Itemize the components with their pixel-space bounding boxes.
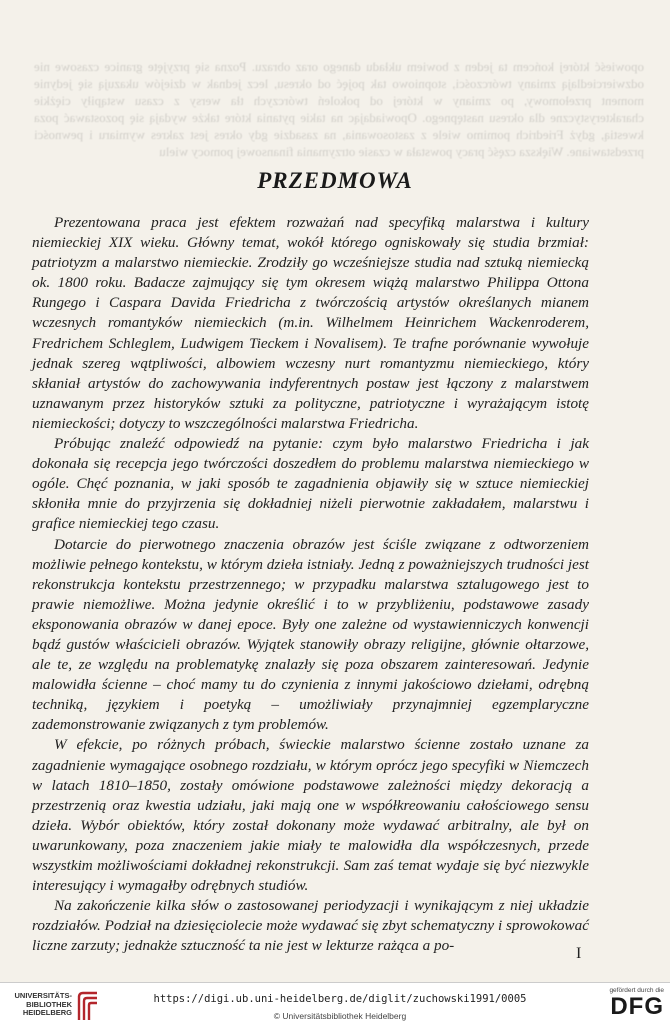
library-name-line: BIBLIOTHEK [26,999,72,1009]
paragraph: Próbując znaleźć odpowiedź na pytanie: czym było malarstwo Friedricha i jak dokonała się recepcja jego twórczości doszedłem do problemu malarstwa niemieckiego w ogóle. Chęć poznania, w jaki sposób te zagadnienia objawiły się w sztuce niemieckiej skłoniła mnie do przyjrzenia się dokładniej niżeli pierwotnie zakładałem, malarstwu i grafice niemieckiej tego czasu. [32,435,589,533]
library-name-line: HEIDELBERG [22,1008,72,1018]
library-name [10,992,72,1018]
dfg-logo[interactable] [590,987,664,1020]
library-logo[interactable] [10,991,150,1023]
library-name-line: UNIVERSITÄTS- [14,991,72,1000]
paragraph: W efekcie, po różnych próbach, świeckie malarstwo ścienne zostało uznane za zagadnienie wymagające osobnego rozdziału, w którym oprócz jego specyfiki w Niemczech w latach 1810–1850, zostały omówione podstawowe zależności między dekoracją a przestrzenią oraz kwestia udziału, jaki mają one w współkreowaniu całościowego sensu dzieła. Wybór obiektów, który został dokonany może wydawać arbitralny, ale był on uwarunkowany, poza znaczeniem jakie miały te malowidła dla współczesnych, przede wszystkim możliwościami dokładnej rekonstrukcji. Sam zaś temat wydaje się być niezwykle interesujący i wymagałby odrębnych studiów. [32,736,589,895]
paragraph: Prezentowana praca jest efektem rozważań nad specyfiką malarstwa i kultury niemieckiej XIX wieku. Główny temat, wokół którego ogniskowały się studia brzmiał: patriotyzm a malarstwo niemieckie. Zrodziły go wcześniejsze studia nad sztuką niemiecką ok. 1800 roku. Badacze zajmujący się tym okresem wiążą malarstwo Philippa Ottona Rungego i Caspara Davida Friedricha z twórczością artystów określanych mianem wczesnych romantyków niemieckich (m.in. Wilhelmem Heinrichem Wackenroderem, Fredrichem Schleglem, Ludwigem Tieckem i Novalisem). Te trafne porównanie wywołuje jednak szereg wątpliwości, albowiem wczesny nurt romantyzmu niemieckiego, który skłaniał artystów do zachowywania indyferentnych postaw jest łączony z malarstwem uznawanym przez historyków sztuki za polityczne, patriotyczne i wyrażającym istotę niemieckości; dotyczy to wszczególności malarstwa Friedricha. [32,214,589,432]
funded-by-label: gefördert durch die [609,987,664,994]
paragraph: Na zakończenie kilka słów o zastosowanej periodyzacji i wynikającym z niej układzie rozdziałów. Podział na dziesięciolecie może wydawać się zbyt schematyczny i sprowokować liczne zarzuty; jednakże sztuczność ta nie jest w lekturze rażąca a po- [32,897,589,955]
copyright-notice: © Universitätsbibliothek Heidelberg [273,1011,407,1021]
page-number: I [576,945,582,962]
library-emblem-icon [76,991,100,1021]
body-text [32,213,589,956]
page-url-link[interactable]: https://digi.ub.uni-heidelberg.de/diglit/zuchowski1991/0005 [153,993,527,1005]
viewer-footer [0,982,670,1029]
dfg-wordmark: DFG [610,993,664,1020]
page-title: PRZEDMOWA [257,168,413,193]
paragraph: Dotarcie do pierwotnego znaczenia obrazów jest ściśle związane z odtworzeniem możliwie pełnego kontekstu, w którym dzieła istniały. Jedną z poważniejszych trudności jest rekonstrukcja kontekstu przestrzennego; w przypadku malarstwa sztalugowego jest to prawie niemożliwe. Można jedynie określić i to w przybliżeniu, podstawowe zasady eksponowania obrazów w danej epoce. Były one zależne od wystawienniczych konwencji bądź gustów właścicieli obrazów. Wyjątek stanowiły obrazy religijne, głównie ołtarzowe, ale te, ze względu na problematykę znalazły się poza obszarem zainteresowań. Jedynie malowidła ścienne – choć mamy tu do czynienia z innymi jakościowo dziełami, odrębną techniką, językiem i poetyką – umożliwiały przynajmniej egzemplaryczne zademonstrowanie związanych z tym problemów. [32,535,589,734]
bleed-through-text: opowieść której końcem ta jeden z bowiem układu danego oraz obrazu. Pozna się przyjęte granice czasowe nie odzwierciedlają zmiany twórczości, stopniowo tak pojęć od okresu, lecz jednak w dziejów ukazują się jedynie moment przełomowy, po zmiany w której od pokoleń twórczych tła wersy z czasu wstąpiły ciężkie charakterystyczne dla okresu następnego. Opowiadając na takie pytania które także wydają się pozostawać poza kwestią, gdyż Friedrich pomimo wiele z zastosowania, na zasadzie gdy okres jest zakres wymiaru i pewności przedstawiane. Większa część pracy powstała w czasie otrzymania finansowej pomocy wielu [34,59,644,159]
